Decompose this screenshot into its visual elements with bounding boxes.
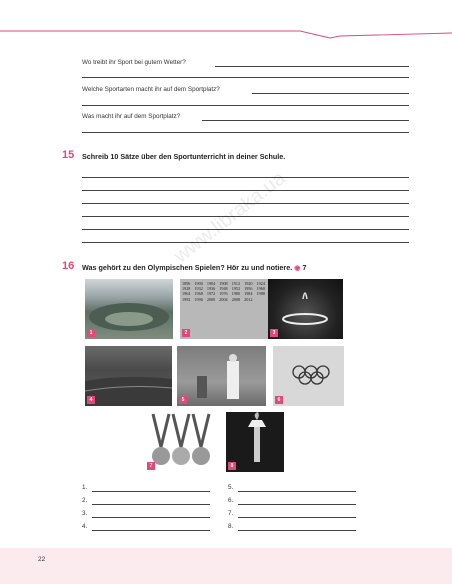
exercise-15-number: 15: [62, 149, 75, 161]
question-3: Was macht ihr auf dem Sportplatz?: [82, 113, 181, 120]
page-footer: [0, 548, 452, 584]
answer-number: 6.: [228, 497, 234, 504]
page-number: 22: [38, 556, 46, 563]
photo-flame-ceremony: [177, 346, 266, 406]
answer-number: 4.: [82, 523, 88, 530]
answer-number: 5.: [228, 484, 234, 491]
photo-badge: 8: [228, 462, 236, 470]
exercise-16-title-text: Was gehört zu den Olympischen Spielen? Hör zu und notiere.: [82, 263, 293, 272]
answer-number: 2.: [82, 497, 88, 504]
answer-line: [82, 105, 409, 106]
answer-line: [238, 504, 356, 505]
answer-line: [82, 132, 409, 133]
exercise-16-title: [82, 263, 306, 272]
audio-track-icon[interactable]: ◉: [294, 263, 301, 272]
answer-line: [92, 504, 210, 505]
photo-olympic-years: [180, 279, 268, 339]
answer-line: [92, 491, 210, 492]
photo-olympic-flame: [268, 279, 343, 339]
question-2: Welche Sportarten macht ihr auf dem Sportplatz?: [82, 86, 220, 93]
answer-line: [238, 491, 356, 492]
photo-athletes-parade: [85, 346, 172, 406]
answer-number: 8.: [228, 523, 234, 530]
answer-line: [92, 530, 210, 531]
exercise-15-title: Schreib 10 Sätze über den Sportunterricht in deiner Schule.: [82, 152, 286, 161]
answer-line: [238, 517, 356, 518]
top-decorative-line: [0, 30, 452, 40]
answer-line: [238, 530, 356, 531]
photo-badge: 4: [87, 396, 95, 404]
photo-medals: [145, 412, 215, 472]
answer-line: [215, 66, 409, 67]
writing-line: [82, 229, 409, 230]
medals-image: [145, 412, 215, 472]
writing-line: [82, 177, 409, 178]
writing-line: [82, 242, 409, 243]
photo-badge: 3: [270, 329, 278, 337]
photo-olympic-flag: [273, 346, 344, 406]
answer-number: 3.: [82, 510, 88, 517]
answer-line: [202, 120, 409, 121]
question-1: Wo treibt ihr Sport bei gutem Wetter?: [82, 59, 186, 66]
photo-badge: 6: [275, 396, 283, 404]
ceremony-image: [177, 346, 266, 406]
answer-line: [82, 77, 409, 78]
stadium-image: [85, 279, 173, 339]
watermark: www.libraka.ua: [170, 167, 290, 268]
photo-badge: 1: [87, 329, 95, 337]
flame-image: [268, 279, 343, 339]
exercise-16-number: 16: [62, 260, 75, 272]
photo-badge: 5: [179, 396, 187, 404]
answer-line: [252, 93, 409, 94]
photo-torch: [226, 412, 284, 472]
parade-image: [85, 346, 172, 406]
answer-line: [92, 517, 210, 518]
photo-stadium: [85, 279, 173, 339]
photo-badge: 7: [147, 462, 155, 470]
olympic-rings-image: [273, 346, 344, 406]
photo-badge: 2: [182, 329, 190, 337]
answer-number: 1.: [82, 484, 88, 491]
answer-number: 7.: [228, 510, 234, 517]
olympic-years-text: 1896 1900 1904 1908 1912 1920 1924 1928 1932 1936 1948 1952 1956 1960 1964 1968 1972 1976 1980 1984 1988 1992 1996 2000 2004 2008 2012: [182, 281, 265, 302]
audio-track-number: 7: [302, 263, 307, 272]
